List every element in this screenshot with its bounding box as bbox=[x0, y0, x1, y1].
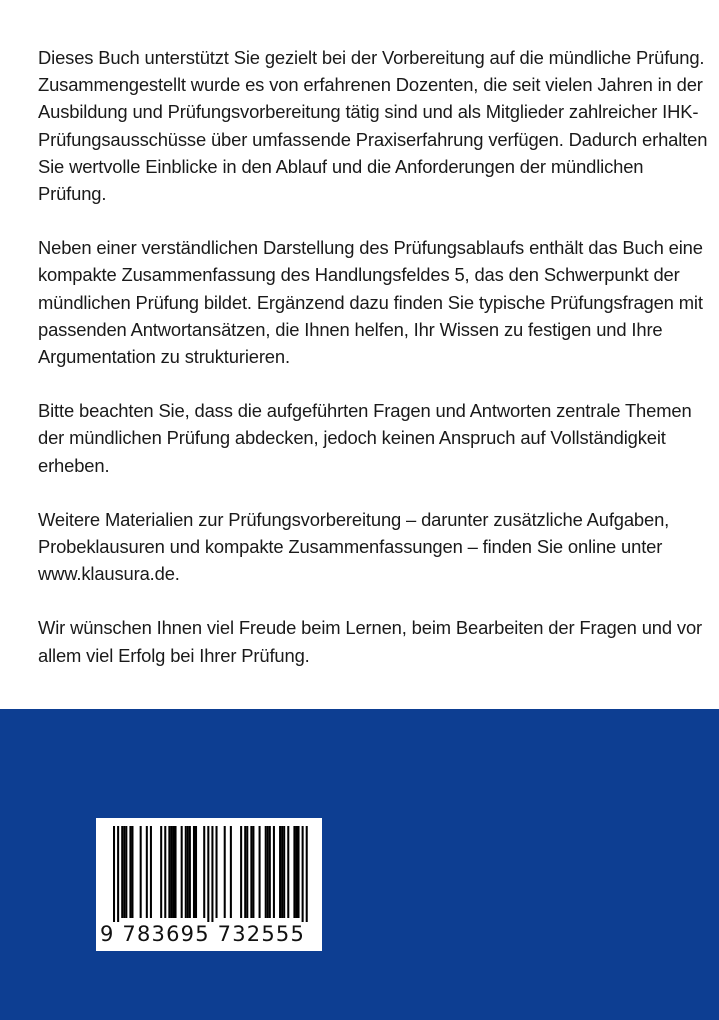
barcode-bar bbox=[121, 826, 123, 918]
barcode-bar bbox=[287, 826, 289, 918]
barcode-bar bbox=[281, 826, 283, 918]
barcode-bar bbox=[125, 826, 127, 918]
barcode-bar bbox=[146, 826, 148, 918]
barcode-bar bbox=[293, 826, 295, 918]
barcode-bar bbox=[283, 826, 285, 918]
barcode-bar bbox=[267, 826, 269, 918]
barcode-bar bbox=[160, 826, 162, 918]
barcode-bar bbox=[150, 826, 152, 918]
barcode-bar bbox=[295, 826, 297, 918]
barcode-bar bbox=[298, 826, 300, 918]
barcode-bar bbox=[250, 826, 252, 918]
barcode-bar bbox=[252, 826, 254, 918]
paragraph-intro: Dieses Buch unterstützt Sie gezielt bei der Vorbereitung auf die mündliche Prüfung. Zusammengestellt wurde es von erfahrenen Dozenten, die seit vielen Jahren in der Ausbildung und Prüfungsvorbereitung tätig sind und als Mitglieder zahlreicher IHK-Prüfungsausschüsse über umfassende Praxiserfahrung verfügen. Dadurch erhalten Sie wertvolle Einblicke in den Ablauf und die Anforderungen der mündlichen Prüfung. bbox=[38, 47, 708, 205]
barcode-bar bbox=[265, 826, 267, 918]
barcode-bar bbox=[211, 826, 213, 922]
barcode-bar bbox=[129, 826, 131, 918]
barcode-bar bbox=[187, 826, 189, 918]
barcode-bar bbox=[279, 826, 281, 918]
back-cover-text bbox=[38, 44, 708, 696]
barcode-bar bbox=[185, 826, 187, 918]
paragraph-notice: Bitte beachten Sie, dass die aufgeführten Fragen und Antworten zentrale Themen der mündlichen Prüfung abdecken, jedoch keinen Anspruch auf Vollständigkeit erheben. bbox=[38, 400, 692, 476]
barcode-bar bbox=[224, 826, 226, 918]
paragraph-content: Neben einer verständlichen Darstellung des Prüfungsablaufs enthält das Buch eine kompakte Zusammenfassung des Handlungsfeldes 5, das den Schwerpunkt der mündlichen Prüfung bildet. Ergänzend dazu finden Sie typische Prüfungsfragen mit passenden Antwortansätzen, die Ihnen helfen, Ihr Wissen zu festigen und Ihre Argumentation zu strukturieren. bbox=[38, 237, 703, 368]
barcode-bar bbox=[189, 826, 191, 918]
paragraph-wishes: Wir wünschen Ihnen viel Freude beim Lernen, beim Bearbeiten der Fragen und vor allem viel Erfolg bei Ihrer Prüfung. bbox=[38, 617, 703, 666]
barcode-bar bbox=[269, 826, 271, 918]
barcode-digits: 9 783695 732555 bbox=[100, 922, 306, 946]
barcode-bar bbox=[168, 826, 170, 918]
isbn-barcode bbox=[96, 818, 322, 951]
barcode-bar bbox=[140, 826, 142, 918]
barcode-bar bbox=[207, 826, 209, 922]
barcode-bar bbox=[172, 826, 174, 918]
barcode-bar bbox=[240, 826, 242, 918]
barcode-bar bbox=[203, 826, 205, 918]
barcode-bar bbox=[175, 826, 177, 918]
barcode-bar bbox=[113, 826, 115, 922]
paragraph-materials: Weitere Materialien zur Prüfungsvorbereitung – darunter zusätzliche Aufgaben, Probeklausuren und kompakte Zusammenfassungen – finden Sie online unter www.klausura.de. bbox=[38, 508, 670, 585]
barcode-bar bbox=[273, 826, 275, 918]
barcode-bar bbox=[302, 826, 304, 922]
barcode-bar bbox=[259, 826, 261, 918]
barcode-bar bbox=[244, 826, 246, 918]
barcode-bar bbox=[170, 826, 172, 918]
barcode-bar bbox=[164, 826, 166, 918]
barcode-bar bbox=[230, 826, 232, 918]
barcode-bar bbox=[131, 826, 133, 918]
barcode-bar bbox=[123, 826, 125, 918]
barcode-bars bbox=[113, 826, 309, 922]
barcode-bar bbox=[181, 826, 183, 918]
barcode-bar bbox=[246, 826, 248, 918]
barcode-bar bbox=[306, 826, 308, 922]
barcode-bar bbox=[193, 826, 195, 918]
barcode-bar bbox=[117, 826, 119, 922]
barcode-bar bbox=[195, 826, 197, 918]
barcode-bar bbox=[216, 826, 218, 918]
